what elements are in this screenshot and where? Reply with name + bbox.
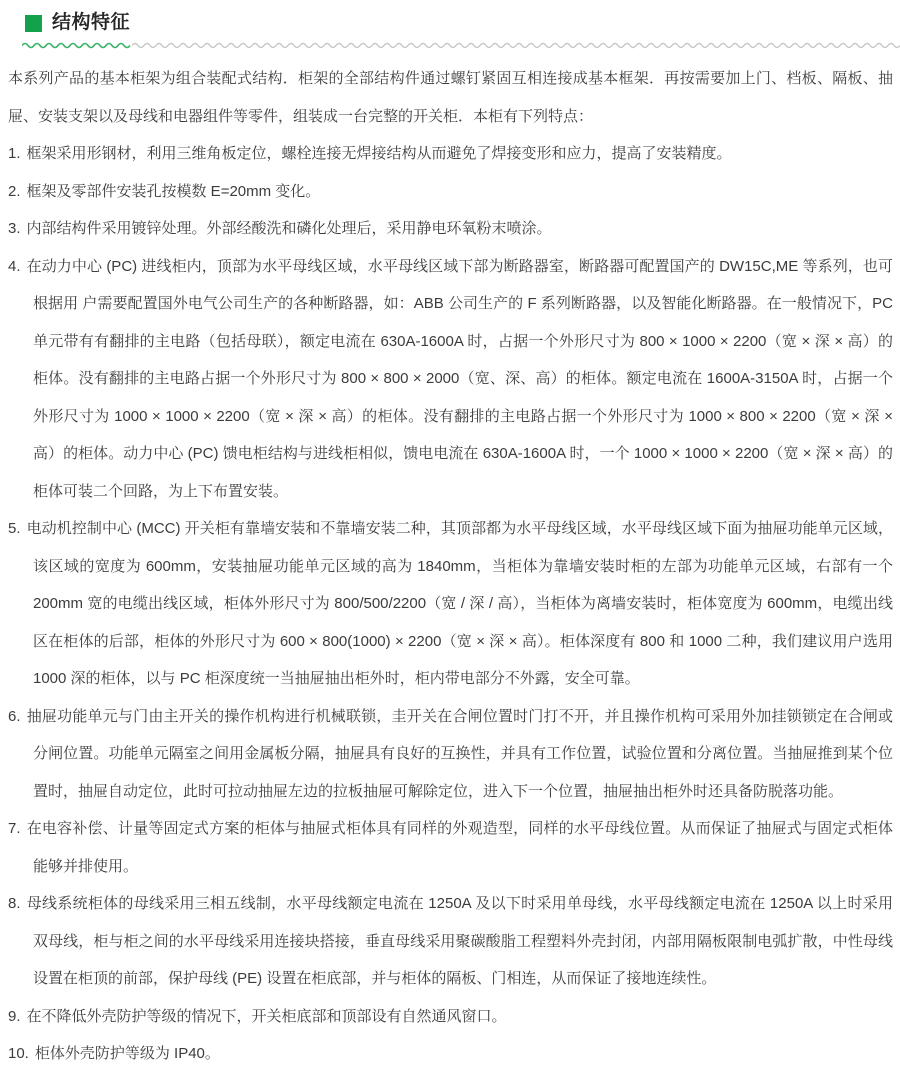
section-accent-square-icon <box>25 15 42 32</box>
feature-text: 电动机控制中心 (MCC) 开关柜有靠墙安装和不靠墙安装二种，其顶部都为水平母线区域，水平母线区域下面为抽屉功能单元区域，该区域的宽度为 600mm，安装抽屉功能单元区域的高为 1840mm，当柜体为靠墙安装时柜的左部为功能单元区域，右部有一个 200mm 宽的电缆出线区域，柜体外形尺寸为 800/500/2200（宽 / 深 / 高），当柜体为离墙安装时，柜体宽度为 600mm，电缆出线区在柜体的后部，柜体的外形尺寸为 600 × 800(1000) × 2200（宽 × 深 × 高）。柜体深度有 800 和 1000 二种，我们建议用户选用 1000 深的柜体，以与 PC 柜深度统一当抽屉抽出柜外时，柜内带电部分不外露，安全可靠。 <box>26 520 893 687</box>
feature-item <box>8 173 893 211</box>
feature-list <box>8 135 893 1073</box>
feature-text: 柜体外壳防护等级为 IP40。 <box>34 1045 220 1062</box>
wavy-divider-green <box>22 44 130 48</box>
feature-number: 9. <box>8 1007 21 1025</box>
feature-text: 在不降低外壳防护等级的情况下，开关柜底部和顶部设有自然通风窗口。 <box>26 1007 507 1025</box>
feature-item <box>8 885 893 998</box>
feature-text: 框架及零部件安装孔按模数 E=20mm 变化。 <box>26 182 321 200</box>
feature-text: 抽屉功能单元与门由主开关的操作机构进行机械联锁，圭开关在合闸位置时门打不开，并且操作机构可采用外加挂锁锁定在合闸或分闸位置。功能单元隔室之间用金属板分隔，抽屉具有良好的互换性，并具有工作位置，试验位置和分离位置。当抽屉推到某个位置时，抽屉自动定位，此时可拉动抽屉左边的拉板抽屉可解除定位，进入下一个位置，抽屉抽出柜外时还具备防脱落功能。 <box>26 707 893 800</box>
feature-text: 母线系统柜体的母线采用三相五线制，水平母线额定电流在 1250A 及以下时采用单母线，水平母线额定电流在 1250A 以上时采用双母线，柜与柜之间的水平母线采用连接块搭接，垂直母线采用聚碳酸脂工程塑料外壳封闭，内部用隔板限制电弧扩散，中性母线设置在柜顶的前部，保护母线 (PE) 设置在柜底部，并与柜体的隔板、门相连，从而保证了接地连续性。 <box>26 895 893 987</box>
content <box>0 50 900 1073</box>
wavy-divider <box>22 41 900 50</box>
feature-text: 内部结构件采用镀锌处理。外部经酸洗和磷化处理后，采用静电环氧粉末喷涂。 <box>26 220 552 237</box>
section-title: 结构特征 <box>52 12 131 33</box>
feature-number: 7. <box>8 820 21 837</box>
feature-text: 在动力中心 (PC) 进线柜内，顶部为水平母线区域，水平母线区域下部为断路器室，断路器可配置国产的 DW15C,ME 等系列，也可根据用 户需要配置国外电气公司生产的各种断路器，如：ABB 公司生产的 F 系列断路器，以及智能化断路器。在一般情况下，PC 单元带有有翻排的主电路（包括母联），额定电流在 630A-1600A 时，占据一个外形尺寸为 800 × 1000 × 2200（宽 × 深 × 高）的柜体。没有翻排的主电路占据一个外形尺寸为 800 × 800 × 2000（宽、深、高）的柜体。额定电流在 1600A-3150A 时，占据一个外形尺寸为 1000 × 1000 × 2200（宽 × 深 × 高）的柜体。没有翻排的主电路占据一个外形尺寸为 1000 × 800 × 2200（宽 × 深 × 高）的柜体。动力中心 (PC) 馈电柜结构与进线柜相似，馈电电流在 630A-1600A 时，一个 1000 × 1000 × 2200（宽 × 深 × 高）的柜体可装二个回路，为上下布置安装。 <box>26 257 893 500</box>
feature-number: 1. <box>8 145 21 162</box>
intro-paragraph: 本系列产品的基本柜架为组合装配式结构．柜架的全部结构件通过螺钉紧固互相连接成基本框架．再按需要加上门、档板、隔板、抽屉、安装支架以及母线和电器组件等零件，组装成一台完整的开关柜．本柜有下列特点： <box>8 70 893 125</box>
feature-number: 10. <box>8 1045 29 1062</box>
feature-item <box>8 1035 893 1073</box>
feature-number: 6. <box>8 707 21 725</box>
section-header <box>0 0 900 34</box>
feature-item <box>8 810 893 885</box>
feature-text: 在电容补偿、计量等固定式方案的柜体与抽屉式柜体具有同样的外观造型，同样的水平母线位置。从而保证了抽屉式与固定式柜体能够并排使用。 <box>26 820 893 875</box>
feature-number: 3. <box>8 220 21 237</box>
feature-item <box>8 698 893 811</box>
feature-number: 5. <box>8 520 21 537</box>
feature-item <box>8 998 893 1036</box>
wavy-divider-gray <box>132 44 900 48</box>
feature-item <box>8 510 893 698</box>
feature-item <box>8 210 893 248</box>
feature-number: 8. <box>8 895 21 912</box>
feature-number: 2. <box>8 182 21 200</box>
feature-item <box>8 248 893 511</box>
feature-number: 4. <box>8 257 21 275</box>
feature-item <box>8 135 893 173</box>
feature-text: 框架采用形钢材，利用三维角板定位，螺栓连接无焊接结构从而避免了焊接变形和应力，提高了安装精度。 <box>26 145 732 162</box>
